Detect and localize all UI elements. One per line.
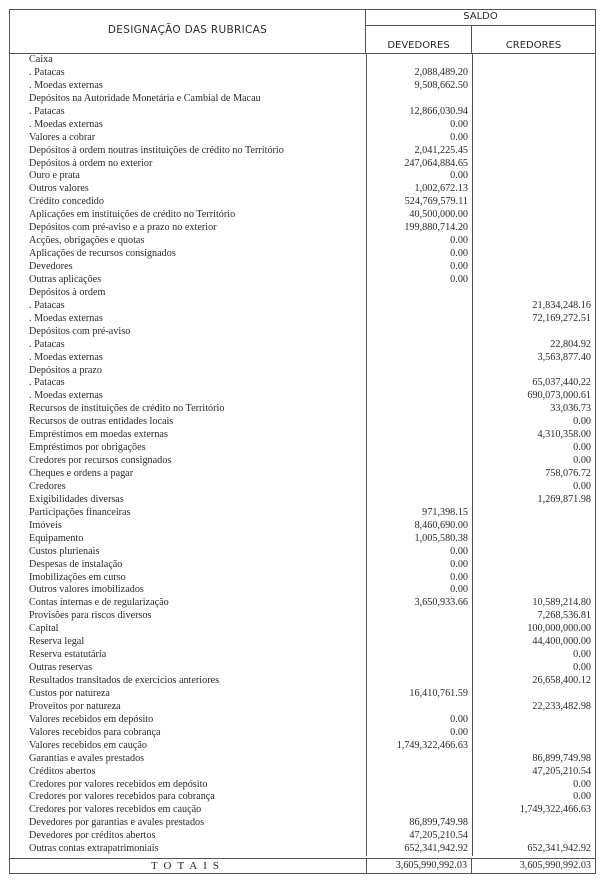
row-credores-value: 690,073,000.61	[527, 390, 591, 402]
row-devedores-value	[367, 326, 472, 339]
row-label: Devedores por créditos abertos	[29, 830, 156, 842]
row-label: Imobilizações em curso	[29, 571, 126, 583]
row-credores-value	[473, 559, 595, 572]
row-devedores-value: 0.00	[450, 235, 468, 247]
row-credores-value: 0.00	[573, 480, 591, 492]
row-label: . Moedas externas	[29, 312, 103, 324]
row-devedores-value	[367, 365, 472, 378]
row-credores-value: 4,310,358.00	[537, 429, 591, 441]
row-label: Devedores por garantias e avales prestados	[29, 817, 205, 829]
row-credores-value: 100,000,000.00	[527, 623, 591, 635]
row-credores-value	[473, 546, 595, 559]
row-credores-value: 0.00	[573, 455, 591, 467]
totals-credores: 3,605,990,992.03	[519, 860, 591, 872]
row-credores-value: 3,563,877.40	[537, 351, 591, 363]
row-devedores-value	[367, 753, 472, 766]
row-credores-value	[473, 235, 595, 248]
row-credores-value: 1,749,322,466.63	[519, 804, 591, 816]
row-credores-value	[473, 209, 595, 222]
row-credores-value	[473, 145, 595, 158]
row-devedores-value	[367, 791, 472, 804]
row-credores-value	[473, 119, 595, 132]
row-label: Garantias e avales prestados	[29, 752, 145, 764]
row-label: Empréstimos por obrigações	[29, 442, 146, 454]
row-credores-value	[473, 222, 595, 235]
row-credores-value: 86,899,749.98	[532, 752, 591, 764]
row-devedores-value: 0.00	[450, 558, 468, 570]
row-credores-value	[473, 740, 595, 753]
row-label: Resultados transitados de exercícios anteriores	[29, 675, 220, 686]
row-label: Outras aplicações	[29, 273, 102, 285]
row-label: . Patacas	[29, 66, 65, 78]
row-credores-value	[473, 248, 595, 261]
row-label: Depósitos à ordem	[29, 286, 106, 298]
row-credores-value: 0.00	[573, 416, 591, 428]
row-label: . Moedas externas	[29, 390, 103, 402]
row-devedores-value	[367, 494, 472, 507]
header-saldo-group	[366, 10, 595, 53]
table-body	[10, 54, 595, 858]
row-label: Credores por valores recebidos para cobrança	[29, 791, 215, 803]
designation-column	[10, 54, 367, 856]
row-devedores-value: 0.00	[450, 571, 468, 583]
row-credores-value	[473, 714, 595, 727]
row-credores-value	[473, 365, 595, 378]
row-credores-value	[473, 507, 595, 520]
row-credores-value	[473, 158, 595, 171]
row-credores-value	[473, 54, 595, 67]
row-label: Outros valores	[29, 183, 89, 195]
row-label: Valores recebidos em depósito	[29, 713, 154, 725]
row-label: Reserva legal	[29, 636, 85, 648]
header-devedores: DEVEDORES	[366, 26, 472, 53]
row-devedores-value: 0.00	[450, 726, 468, 738]
row-label: Credores por valores recebidos em depósito	[29, 778, 208, 790]
row-devedores-value	[367, 610, 472, 623]
row-label: Ouro e prata	[29, 170, 80, 182]
row-devedores-value	[367, 649, 472, 662]
row-label: . Moedas externas	[29, 118, 103, 130]
row-devedores-value: 2,088,489.20	[414, 66, 468, 78]
row-devedores-value	[367, 442, 472, 455]
row-credores-value: 0.00	[573, 442, 591, 454]
row-devedores-value	[367, 93, 472, 106]
row-devedores-value: 1,749,322,466.63	[396, 739, 468, 751]
row-devedores-value: 40,500,000.00	[409, 209, 468, 221]
row-devedores-value: 0.00	[450, 170, 468, 182]
row-label: . Patacas	[29, 377, 65, 389]
row-label: Equipamento	[29, 532, 84, 544]
row-label: Despesas de instalação	[29, 558, 123, 570]
totals-devedores: 3,605,990,992.03	[367, 859, 472, 873]
row-devedores-value	[367, 804, 472, 817]
row-devedores-value	[367, 416, 472, 429]
table-header	[10, 10, 595, 54]
header-saldo-columns	[366, 26, 595, 53]
row-devedores-value: 12,866,030.94	[409, 105, 468, 117]
row-devedores-value: 247,064,884.65	[404, 157, 468, 169]
row-label: . Patacas	[29, 105, 65, 117]
row-label: Valores a cobrar	[29, 131, 96, 143]
row-label: Crédito concedido	[29, 196, 104, 208]
row-label: Outras contas extrapatrimoniais	[29, 843, 159, 855]
row-credores-value	[473, 67, 595, 80]
row-devedores-value	[367, 403, 472, 416]
row-credores-value	[473, 688, 595, 701]
row-label: Provisões para riscos diversos	[29, 610, 152, 622]
row-devedores-value	[367, 313, 472, 326]
row-credores-value: 44,400,000.00	[532, 636, 591, 648]
row-devedores-value: 0.00	[450, 584, 468, 596]
row-credores-value: 0.00	[573, 649, 591, 661]
row-devedores-value: 8,460,690.00	[414, 519, 468, 531]
row-credores-value	[473, 80, 595, 93]
row-label: Valores recebidos para cobrança	[29, 726, 161, 738]
row-devedores-value: 3,650,933.66	[414, 597, 468, 609]
row-devedores-value: 524,769,579.11	[404, 196, 468, 208]
row-devedores-value	[367, 675, 472, 688]
row-credores-value	[473, 727, 595, 740]
row-credores-value	[473, 817, 595, 830]
row-label: Credores	[29, 480, 66, 492]
row-credores-value	[473, 274, 595, 287]
row-credores-value: 65,037,440.22	[532, 377, 591, 389]
row-devedores-value: 0.00	[450, 118, 468, 130]
row-devedores-value: 0.00	[450, 713, 468, 725]
row-label: Imóveis	[29, 519, 62, 531]
row-devedores-value	[367, 429, 472, 442]
row-credores-value	[473, 520, 595, 533]
row-credores-value	[473, 170, 595, 183]
row-label: Contas internas e de regularização	[29, 597, 169, 609]
row-credores-value	[473, 830, 595, 843]
row-devedores-value	[367, 455, 472, 468]
row-devedores-value	[367, 54, 472, 67]
row-label: Acções, obrigações e quotas	[29, 235, 145, 247]
row-label: Proveitos por natureza	[29, 700, 121, 712]
row-label: Aplicações de recursos consignados	[29, 248, 176, 260]
row-label: Credores por valores recebidos em caução	[29, 804, 202, 816]
row-credores-value	[473, 261, 595, 274]
row-credores-value: 33,036.73	[550, 403, 591, 415]
row-devedores-value	[367, 766, 472, 779]
row-label: Outros valores imobilizados	[29, 584, 144, 596]
row-devedores-value	[367, 390, 472, 403]
row-credores-value: 652,341,942.92	[527, 843, 591, 855]
row-credores-value: 0.00	[573, 791, 591, 803]
row-label: Depósitos com pré-aviso	[29, 325, 131, 337]
row-credores-value: 72,169,272.51	[532, 312, 591, 324]
row-devedores-value: 0.00	[450, 131, 468, 143]
row-devedores-value: 2,041,225.45	[414, 144, 468, 156]
row-label: Depósitos na Autoridade Monetária e Cambial de Macau	[29, 92, 261, 104]
row-devedores-value: 1,002,672.13	[414, 183, 468, 195]
row-label: Reserva estatutária	[29, 649, 107, 661]
row-credores-value: 47,205,210.54	[532, 765, 591, 777]
row-credores-value	[473, 326, 595, 339]
row-label: Créditos abertos	[29, 765, 96, 777]
row-label: Recursos de instituições de crédito no Território	[29, 403, 225, 415]
credores-column	[473, 54, 595, 856]
row-devedores-value: 16,410,761.59	[409, 687, 468, 699]
row-label: Capital	[29, 623, 59, 635]
row-credores-value	[473, 106, 595, 119]
header-designation: DESIGNAÇÃO DAS RUBRICAS	[10, 10, 366, 53]
row-credores-value	[473, 287, 595, 300]
row-devedores-value: 86,899,749.98	[409, 817, 468, 829]
row-label: . Patacas	[29, 338, 65, 350]
totals-row	[10, 858, 595, 873]
row-credores-value: 758,076.72	[545, 468, 591, 479]
row-devedores-value	[367, 287, 472, 300]
row-devedores-value	[367, 481, 472, 494]
row-credores-value: 10,589,214.80	[532, 597, 591, 609]
row-credores-value: 26,658,400.12	[532, 675, 591, 686]
totals-label: TOTAIS	[10, 859, 367, 873]
row-devedores-value: 0.00	[450, 261, 468, 272]
row-credores-value	[473, 572, 595, 585]
row-credores-value	[473, 183, 595, 196]
row-devedores-value	[367, 662, 472, 675]
row-credores-value: 7,268,536.81	[537, 610, 591, 622]
row-credores-value	[473, 196, 595, 209]
row-label: Exigibilidades diversas	[29, 493, 124, 505]
row-devedores-value: 0.00	[450, 545, 468, 557]
row-devedores-value: 47,205,210.54	[409, 830, 468, 842]
row-devedores-value	[367, 779, 472, 792]
row-label: Depósitos com pré-aviso e a prazo no exterior	[29, 222, 217, 234]
row-label: Depósitos à ordem noutras instituições de crédito no Território	[29, 144, 284, 156]
row-credores-value: 21,834,248.16	[532, 299, 591, 311]
row-devedores-value: 971,398.15	[422, 506, 468, 518]
row-label: Empréstimos em moedas externas	[29, 429, 168, 441]
row-label: Outras reservas	[29, 662, 93, 674]
row-label: Depósitos à ordem no exterior	[29, 157, 153, 169]
row-credores-value	[473, 584, 595, 597]
row-label: . Patacas	[29, 299, 65, 311]
row-devedores-value	[367, 339, 472, 352]
row-label: . Moedas externas	[29, 351, 103, 363]
balance-table	[9, 9, 596, 874]
row-credores-value: 1,269,871.98	[537, 493, 591, 505]
devedores-column	[367, 54, 473, 856]
row-devedores-value: 0.00	[450, 273, 468, 285]
row-label: Devedores	[29, 261, 73, 272]
row-label: . Moedas externas	[29, 79, 103, 91]
row-credores-value	[473, 93, 595, 106]
row-credores-value	[473, 132, 595, 145]
row-label: Credores por recursos consignados	[29, 455, 172, 467]
row-devedores-value	[367, 300, 472, 313]
row-credores-value: 22,233,482.98	[532, 700, 591, 712]
row-credores-value: 0.00	[573, 662, 591, 674]
row-devedores-value: 9,508,662.50	[414, 79, 468, 91]
row-label: Participações financeiras	[29, 506, 131, 518]
row-devedores-value	[367, 636, 472, 649]
row-label: Depósitos a prazo	[29, 364, 102, 376]
row-devedores-value	[367, 468, 472, 481]
row-devedores-value: 1,005,580.38	[414, 532, 468, 544]
row-devedores-value	[367, 623, 472, 636]
row-label: Custos plurienais	[29, 545, 100, 557]
row-devedores-value	[367, 352, 472, 365]
header-saldo: SALDO	[366, 10, 595, 26]
row-devedores-value: 652,341,942.92	[404, 843, 468, 855]
row-credores-value: 22,804.92	[550, 338, 591, 350]
row-label: Caixa	[29, 54, 53, 65]
row-label: Custos por natureza	[29, 687, 110, 699]
row-label: Aplicações em instituições de crédito no Território	[29, 209, 236, 221]
header-credores: CREDORES	[505, 40, 562, 51]
row-label: Valores recebidos em caução	[29, 739, 147, 751]
row-label: Cheques e ordens a pagar	[29, 468, 134, 479]
row-devedores-value: 199,880,714.20	[404, 222, 468, 234]
row-label: Recursos de outras entidades locais	[29, 416, 174, 428]
row-devedores-value	[367, 377, 472, 390]
row-devedores-value	[367, 701, 472, 714]
row-devedores-value: 0.00	[450, 248, 468, 260]
row-credores-value: 0.00	[573, 778, 591, 790]
row-credores-value	[473, 533, 595, 546]
